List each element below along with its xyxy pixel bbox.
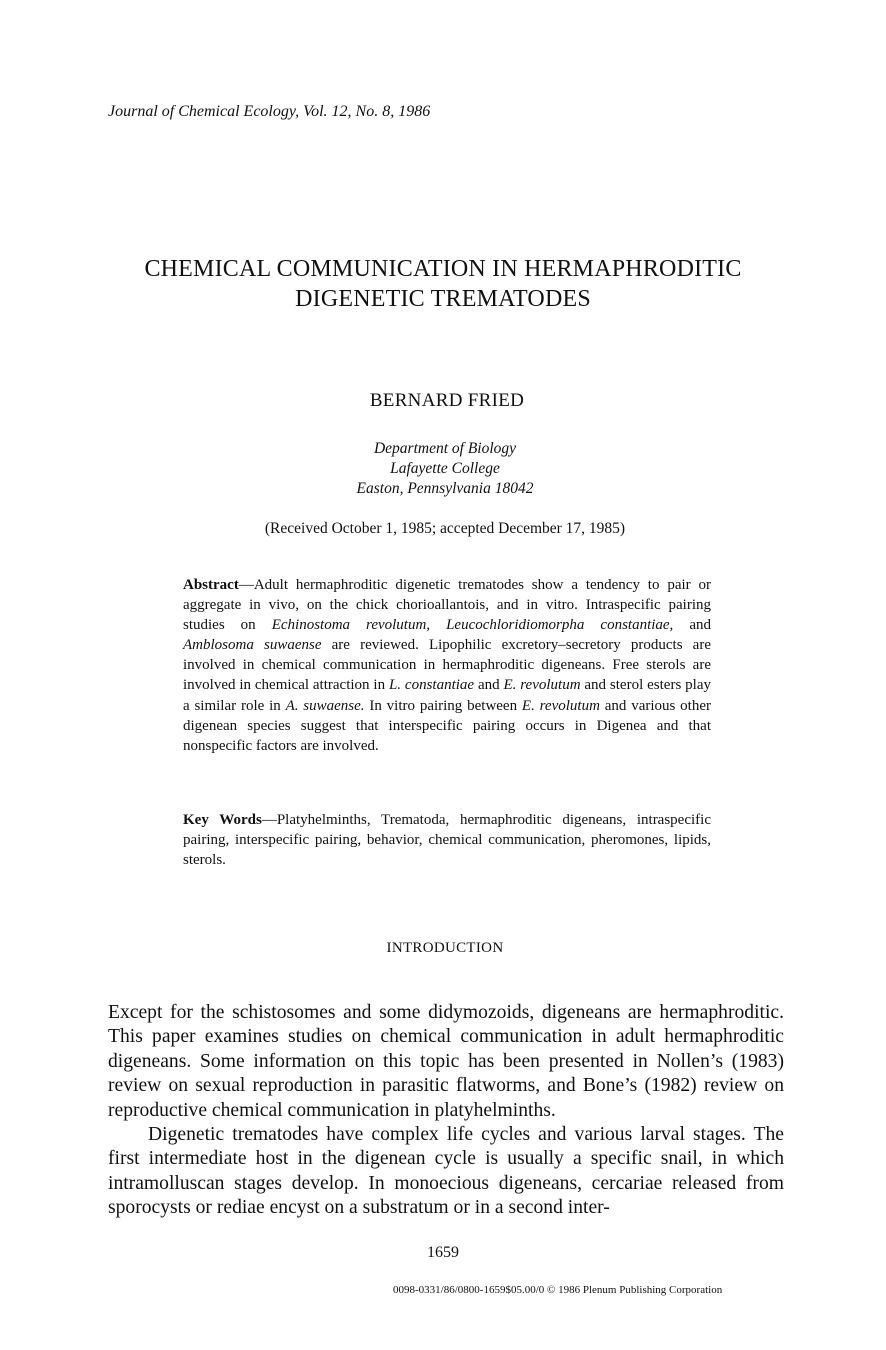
abstract-text-6: In vitro pairing between [364,697,522,714]
abstract-text-3: are reviewed. Lipophilic excretory–secretory products are involved in chemical communication in hermaphroditic digeneans. Free sterols are involved in chemical attraction in [183,637,711,694]
affiliation-college: Lafayette College [390,460,500,477]
title-line-2: DIGENETIC TREMATODES [295,286,591,312]
abstract-text-1: —Adult hermaphroditic digenetic trematodes show a tendency to pair or aggregate in vivo, on the chick chorioallantois, and in vitro. Intraspecific pairing studies on [183,577,711,634]
received-dates: (Received October 1, 1985; accepted December 17, 1985) [264,520,626,537]
journal-citation: Journal of Chemical Ecology, Vol. 12, No. 8, 1986 [108,103,431,120]
article-title [60,254,826,314]
keywords-text: —Platyhelminths, Trematoda, hermaphroditic digeneans, intraspecific pairing, interspecific pairing, behavior, chemical communication, pheromones, lipids, sterols. [183,812,711,869]
abstract-species-4: E. revolutum [503,677,581,694]
author-affiliation [0,439,886,499]
abstract-species-5: A. suwaense. [285,697,365,714]
abstract-text-2: and [673,617,711,634]
abstract-text-4: and [474,677,504,694]
introduction-paragraph-1: Except for the schistosomes and some didymozoids, digeneans are hermaphroditic. This paper examines studies on chemical communication in adult hermaphroditic digeneans. Some information on this topic has been presented in Nollen’s (1983) review on sexual reproduction in parasitic flatworms, and Bone’s (1982) review on reproductive chemical communication in platyhelminths. [108,1002,784,1121]
introduction-body [108,1001,784,1221]
abstract-text-5: and sterol esters play a similar role in [183,677,711,714]
abstract-species-6: E. revolutum [521,697,600,714]
keywords-label: Key Words [183,812,262,828]
abstract [183,575,711,756]
abstract-label: Abstract [183,577,239,593]
key-words [183,810,711,870]
abstract-species-3: L. constantiae [388,677,475,694]
affiliation-location: Easton, Pennsylvania 18042 [356,480,534,497]
abstract-species-1: Echinostoma revolutum, Leucochloridiomorpha constantiae, [271,617,674,634]
abstract-text-7: and various other digenean species suggest that interspecific pairing occurs in Digenea and that nonspecific factors are involved. [183,697,711,754]
page-number: 1659 [427,1244,459,1261]
title-line-1: CHEMICAL COMMUNICATION IN HERMAPHRODITIC [144,256,742,282]
abstract-species-2: Amblosoma suwaense [183,637,322,654]
copyright-line: 0098-0331/86/0800-1659$05.00/0 © 1986 Plenum Publishing Corporation [393,1284,723,1296]
affiliation-department: Department of Biology [373,440,517,457]
introduction-heading: INTRODUCTION [386,940,504,956]
introduction-paragraph-2: Digenetic trematodes have complex life cycles and various larval stages. The first intermediate host in the digenean cycle is usually a specific snail, in which intramolluscan stages develop. In monoecious digeneans, cercariae released from sporocysts or rediae encyst on a substratum or in a second inter- [108,1124,784,1219]
author-name: BERNARD FRIED [369,390,525,411]
